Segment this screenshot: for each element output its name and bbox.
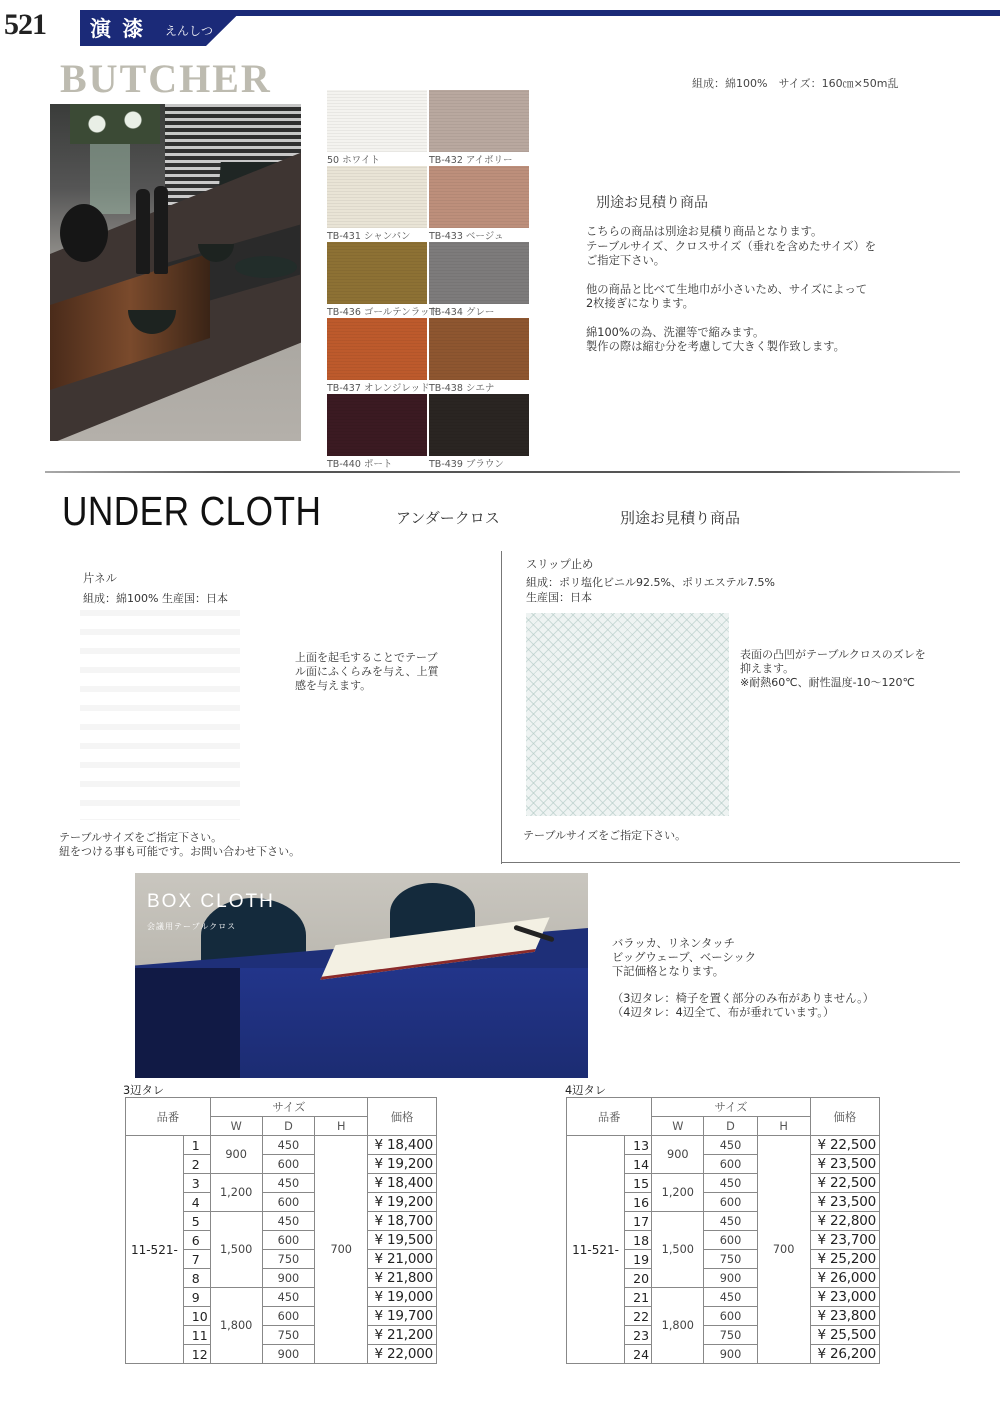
header-d: D	[262, 1117, 315, 1136]
item-number: 20	[625, 1269, 652, 1288]
price-value: ¥ 19,200	[368, 1155, 437, 1174]
color-swatch	[327, 394, 427, 456]
column-divider	[501, 551, 502, 864]
text-line: テーブルサイズ、クロスサイズ（垂れを含めたサイズ）を	[586, 239, 877, 253]
paragraph	[612, 937, 874, 978]
height-value: 700	[757, 1136, 810, 1364]
item-number: 22	[625, 1307, 652, 1326]
table-side	[135, 968, 240, 1078]
item-number: 10	[183, 1307, 210, 1326]
color-swatch	[429, 318, 529, 380]
vase	[90, 144, 130, 214]
text-line: 製作の際は縮む分を考慮して大きく製作致します。	[586, 340, 845, 353]
item-number: 24	[625, 1345, 652, 1364]
text-line: テーブルサイズをご指定下さい。	[59, 831, 223, 844]
swatch-label: TB-432 アイボリー	[429, 155, 513, 166]
flannel-name: 片ネル	[83, 572, 117, 585]
depth-value: 450	[704, 1174, 757, 1193]
paragraph	[586, 283, 906, 312]
slip-origin: 生産国：日本	[526, 591, 592, 604]
price-value: ¥ 22,000	[368, 1345, 437, 1364]
color-swatch	[327, 166, 427, 228]
price-value: ¥ 23,000	[810, 1288, 879, 1307]
item-number: 21	[625, 1288, 652, 1307]
depth-value: 450	[704, 1136, 757, 1155]
price-value: ¥ 23,700	[810, 1231, 879, 1250]
price-value: ¥ 26,000	[810, 1269, 879, 1288]
price-value: ¥ 21,200	[368, 1326, 437, 1345]
price-value: ¥ 18,700	[368, 1212, 437, 1231]
swatch-label: TB-431 シャンパン	[327, 231, 411, 242]
item-number: 4	[183, 1193, 210, 1212]
flannel-image	[80, 610, 240, 820]
color-swatch	[327, 318, 427, 380]
text-line: 抑えます。	[740, 662, 795, 675]
text-line: （4辺タレ：4辺全て、布が垂れています。）	[612, 1005, 835, 1019]
section-divider	[45, 471, 960, 473]
depth-value: 450	[262, 1174, 315, 1193]
depth-value: 900	[704, 1345, 757, 1364]
item-number: 18	[625, 1231, 652, 1250]
price-value: ¥ 25,200	[810, 1250, 879, 1269]
item-prefix: 11-521-	[126, 1136, 184, 1364]
item-number: 8	[183, 1269, 210, 1288]
item-number: 17	[625, 1212, 652, 1231]
swatch-label: TB-440 ポート	[327, 459, 393, 470]
depth-value: 450	[262, 1288, 315, 1307]
box-cloth-description	[612, 937, 874, 1034]
paragraph	[586, 326, 906, 355]
paragraph	[612, 992, 874, 1020]
text-line: ご指定下さい。	[586, 254, 666, 267]
header-h: H	[757, 1117, 810, 1136]
price-value: ¥ 19,700	[368, 1307, 437, 1326]
price-value: ¥ 23,500	[810, 1193, 879, 1212]
item-number: 5	[183, 1212, 210, 1231]
paragraph	[586, 225, 906, 269]
table-row	[567, 1136, 880, 1155]
depth-value: 450	[262, 1136, 315, 1155]
plate	[235, 256, 297, 278]
depth-value: 600	[262, 1155, 315, 1174]
section-subtitle: アンダークロス	[396, 509, 500, 527]
header-price: 価格	[810, 1098, 879, 1136]
price-table-3side	[125, 1097, 437, 1364]
flannel-description	[295, 651, 439, 693]
depth-value: 750	[262, 1326, 315, 1345]
price-value: ¥ 23,500	[810, 1155, 879, 1174]
price-value: ¥ 26,200	[810, 1345, 879, 1364]
item-number: 6	[183, 1231, 210, 1250]
item-number: 23	[625, 1326, 652, 1345]
depth-value: 600	[262, 1307, 315, 1326]
price-table-4side	[566, 1097, 880, 1364]
quote-description	[586, 225, 906, 369]
item-number: 13	[625, 1136, 652, 1155]
price-value: ¥ 25,500	[810, 1326, 879, 1345]
text-line: 2枚接ぎになります。	[586, 297, 694, 310]
slip-composition: 組成：ポリ塩化ビニル92.5%、ポリエステル7.5%	[526, 576, 775, 589]
price-value: ¥ 21,800	[368, 1269, 437, 1288]
color-swatch	[327, 90, 427, 152]
table-caption-4side: 4辺タレ	[565, 1084, 607, 1097]
text-line: 表面の凸凹がテーブルクロスのズレを	[740, 648, 926, 661]
slip-note: テーブルサイズをご指定下さい。	[523, 829, 687, 842]
swatch-label: TB-436 ゴールテンラッド	[327, 307, 440, 318]
section-divider	[501, 862, 960, 863]
swatch-label: 50 ホワイト	[327, 155, 380, 166]
header-size: サイズ	[210, 1098, 367, 1117]
text-line: 他の商品と比べて生地巾が小さいため、サイズによって	[586, 282, 868, 296]
item-number: 1	[183, 1136, 210, 1155]
item-number: 9	[183, 1288, 210, 1307]
depth-value: 600	[262, 1231, 315, 1250]
text-line: 上面を起毛することでテーブ	[295, 651, 438, 664]
text-line: 紐をつける事も可能です。お問い合わせ下さい。	[59, 845, 301, 858]
category-title: 演 漆	[90, 16, 146, 41]
depth-value: 750	[704, 1326, 757, 1345]
item-number: 2	[183, 1155, 210, 1174]
depth-value: 750	[704, 1250, 757, 1269]
header-item-no: 品番	[126, 1098, 211, 1136]
width-value: 1,800	[210, 1288, 262, 1364]
depth-value: 600	[704, 1231, 757, 1250]
width-value: 1,500	[210, 1212, 262, 1288]
swatch-label: TB-434 グレー	[429, 307, 495, 318]
depth-value: 600	[704, 1307, 757, 1326]
table-front	[240, 968, 588, 1078]
depth-value: 900	[262, 1345, 315, 1364]
price-value: ¥ 22,500	[810, 1174, 879, 1193]
depth-value: 600	[262, 1193, 315, 1212]
depth-value: 900	[704, 1269, 757, 1288]
bottle	[136, 189, 150, 274]
flowers	[70, 104, 160, 144]
text-line: 感を与えます。	[295, 679, 372, 692]
item-number: 19	[625, 1250, 652, 1269]
item-number: 12	[183, 1345, 210, 1364]
color-swatch	[429, 394, 529, 456]
slip-name: スリップ止め	[526, 558, 594, 571]
slip-texture-image	[526, 613, 729, 816]
depth-value: 450	[262, 1212, 315, 1231]
depth-value: 750	[262, 1250, 315, 1269]
table-setting-photo	[50, 104, 301, 441]
color-swatch	[327, 242, 427, 304]
header-price: 価格	[368, 1098, 437, 1136]
brand-title: BUTCHER	[60, 56, 272, 101]
price-value: ¥ 22,500	[810, 1136, 879, 1155]
text-line: 下記価格となります。	[612, 964, 725, 978]
price-value: ¥ 19,500	[368, 1231, 437, 1250]
flannel-composition: 組成：綿100% 生産国：日本	[83, 592, 228, 605]
text-line: ル面にふくらみを与え、上質	[295, 665, 439, 678]
item-number: 16	[625, 1193, 652, 1212]
text-line: ビッグウェーブ、ベーシック	[612, 950, 757, 964]
flannel-note	[59, 831, 300, 859]
box-cloth-title: BOX CLOTH	[147, 891, 275, 912]
depth-value: 600	[704, 1155, 757, 1174]
header-h: H	[315, 1117, 368, 1136]
depth-value: 900	[262, 1269, 315, 1288]
quote-title: 別途お見積り商品	[596, 195, 708, 211]
section-title: UNDER CLOTH	[62, 488, 322, 534]
category-reading: えんしつ	[165, 24, 214, 38]
header-w: W	[210, 1117, 262, 1136]
height-value: 700	[315, 1136, 368, 1364]
price-value: ¥ 19,200	[368, 1193, 437, 1212]
price-value: ¥ 23,800	[810, 1307, 879, 1326]
price-value: ¥ 19,000	[368, 1288, 437, 1307]
width-value: 1,500	[652, 1212, 704, 1288]
item-prefix: 11-521-	[567, 1136, 625, 1364]
price-value: ¥ 18,400	[368, 1174, 437, 1193]
header-item-no: 品番	[567, 1098, 652, 1136]
width-value: 1,800	[652, 1288, 704, 1364]
item-number: 11	[183, 1326, 210, 1345]
item-number: 3	[183, 1174, 210, 1193]
swatch-label: TB-438 シエナ	[429, 383, 495, 394]
width-value: 900	[210, 1136, 262, 1174]
depth-value: 450	[704, 1212, 757, 1231]
quote-label: 別途お見積り商品	[620, 509, 741, 527]
swatch-label: TB-433 ベージュ	[429, 231, 504, 242]
price-value: ¥ 21,000	[368, 1250, 437, 1269]
width-value: 1,200	[210, 1174, 262, 1212]
item-number: 7	[183, 1250, 210, 1269]
price-value: ¥ 22,800	[810, 1212, 879, 1231]
color-swatch	[429, 242, 529, 304]
bottle	[154, 186, 168, 274]
width-value: 1,200	[652, 1174, 704, 1212]
item-number: 15	[625, 1174, 652, 1193]
color-swatch	[429, 90, 529, 152]
text-line: （3辺タレ：椅子を置く部分のみ布がありません。）	[612, 992, 875, 1006]
table-caption-3side: 3辺タレ	[123, 1084, 165, 1097]
text-line: 綿100%の為、洗濯等で縮みます。	[586, 325, 765, 339]
header-w: W	[652, 1117, 704, 1136]
slip-description	[740, 648, 926, 690]
swatch-label: TB-437 オレンジレッド	[327, 383, 430, 394]
header-d: D	[704, 1117, 757, 1136]
item-number: 14	[625, 1155, 652, 1174]
page-number: 521	[4, 8, 46, 41]
text-line: ※耐熱60℃、耐性温度-10～120℃	[740, 676, 915, 689]
header-size: サイズ	[652, 1098, 810, 1117]
table-row	[126, 1136, 437, 1155]
price-value: ¥ 18,400	[368, 1136, 437, 1155]
color-swatch	[429, 166, 529, 228]
depth-value: 600	[704, 1193, 757, 1212]
width-value: 900	[652, 1136, 704, 1174]
depth-value: 450	[704, 1288, 757, 1307]
text-line: バラッカ、リネンタッチ	[612, 937, 735, 950]
product-spec: 組成：綿100% サイズ：160㎝×50m乱	[692, 77, 899, 90]
box-cloth-subtitle: 会議用テーブルクロス	[147, 922, 237, 931]
swatch-label: TB-439 ブラウン	[429, 459, 504, 470]
text-line: こちらの商品は別途お見積り商品となります。	[586, 225, 823, 238]
decor-disc	[60, 204, 108, 262]
